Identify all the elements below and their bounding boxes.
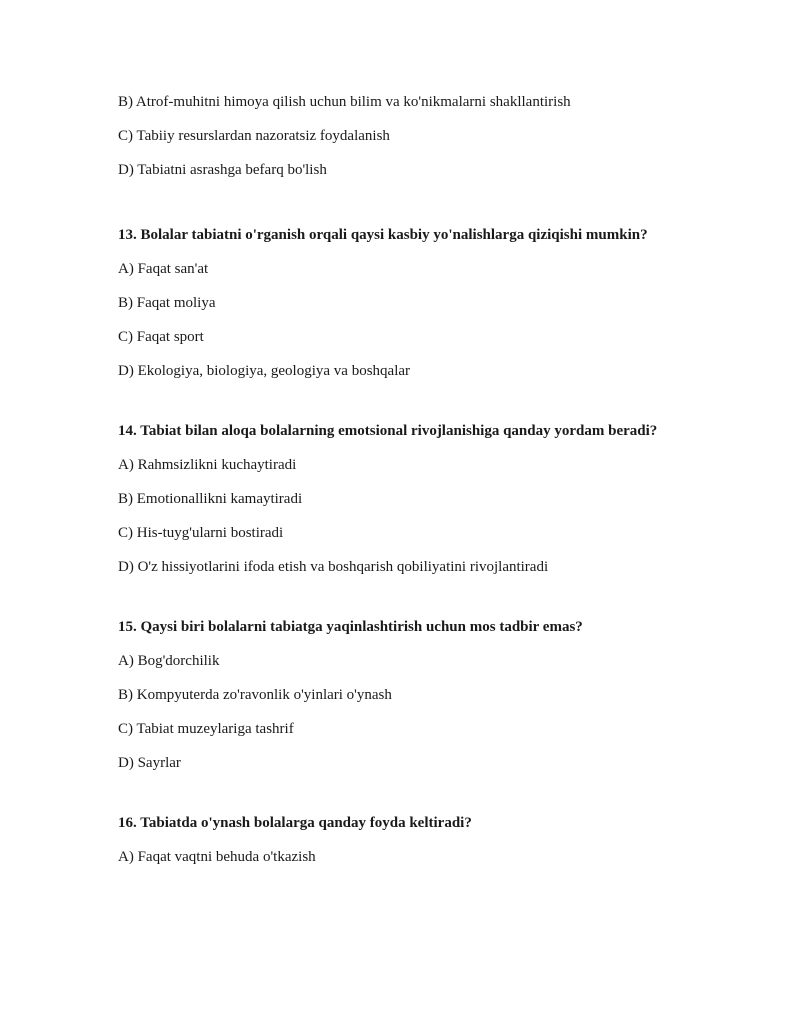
answer-option: D) Sayrlar — [118, 755, 181, 771]
answer-option: C) Tabiat muzeylariga tashrif — [118, 721, 294, 737]
question-title: 13. Bolalar tabiatni o'rganish orqali qaysi kasbiy yo'nalishlarga qiziqishi mumkin? — [118, 227, 648, 243]
answer-option: C) Faqat sport — [118, 329, 204, 345]
question-15 — [118, 617, 678, 787]
question-fragment — [118, 92, 678, 194]
answer-option: A) Rahmsizlikni kuchaytiradi — [118, 457, 297, 473]
question-title: 16. Tabiatda o'ynash bolalarga qanday foyda keltiradi? — [118, 815, 472, 831]
question-16 — [118, 813, 678, 881]
answer-option: D) Ekologiya, biologiya, geologiya va boshqalar — [118, 363, 411, 379]
question-title: 14. Tabiat bilan aloqa bolalarning emotsional rivojlanishiga qanday yordam beradi? — [118, 423, 658, 439]
answer-option: D) O'z hissiyotlarini ifoda etish va boshqarish qobiliyatini rivojlantiradi — [118, 559, 549, 575]
answer-option: B) Kompyuterda zo'ravonlik o'yinlari o'ynash — [118, 687, 392, 703]
question-13 — [118, 225, 678, 395]
answer-option: A) Faqat vaqtni behuda o'tkazish — [118, 849, 316, 865]
answer-option: B) Faqat moliya — [118, 295, 216, 311]
answer-option: A) Bog'dorchilik — [118, 653, 220, 669]
answer-option: A) Faqat san'at — [118, 261, 209, 277]
question-title: 15. Qaysi biri bolalarni tabiatga yaqinlashtirish uchun mos tadbir emas? — [118, 619, 583, 635]
answer-option: B) Emotionallikni kamaytiradi — [118, 491, 303, 507]
answer-option: D) Tabiatni asrashga befarq bo'lish — [118, 162, 327, 178]
answer-option: B) Atrof-muhitni himoya qilish uchun bilim va ko'nikmalarni shakllantirish — [118, 94, 571, 110]
question-14 — [118, 421, 678, 591]
answer-option: C) Tabiiy resurslardan nazoratsiz foydalanish — [118, 128, 390, 144]
page-content — [118, 92, 678, 881]
answer-option: C) His-tuyg'ularni bostiradi — [118, 525, 284, 541]
